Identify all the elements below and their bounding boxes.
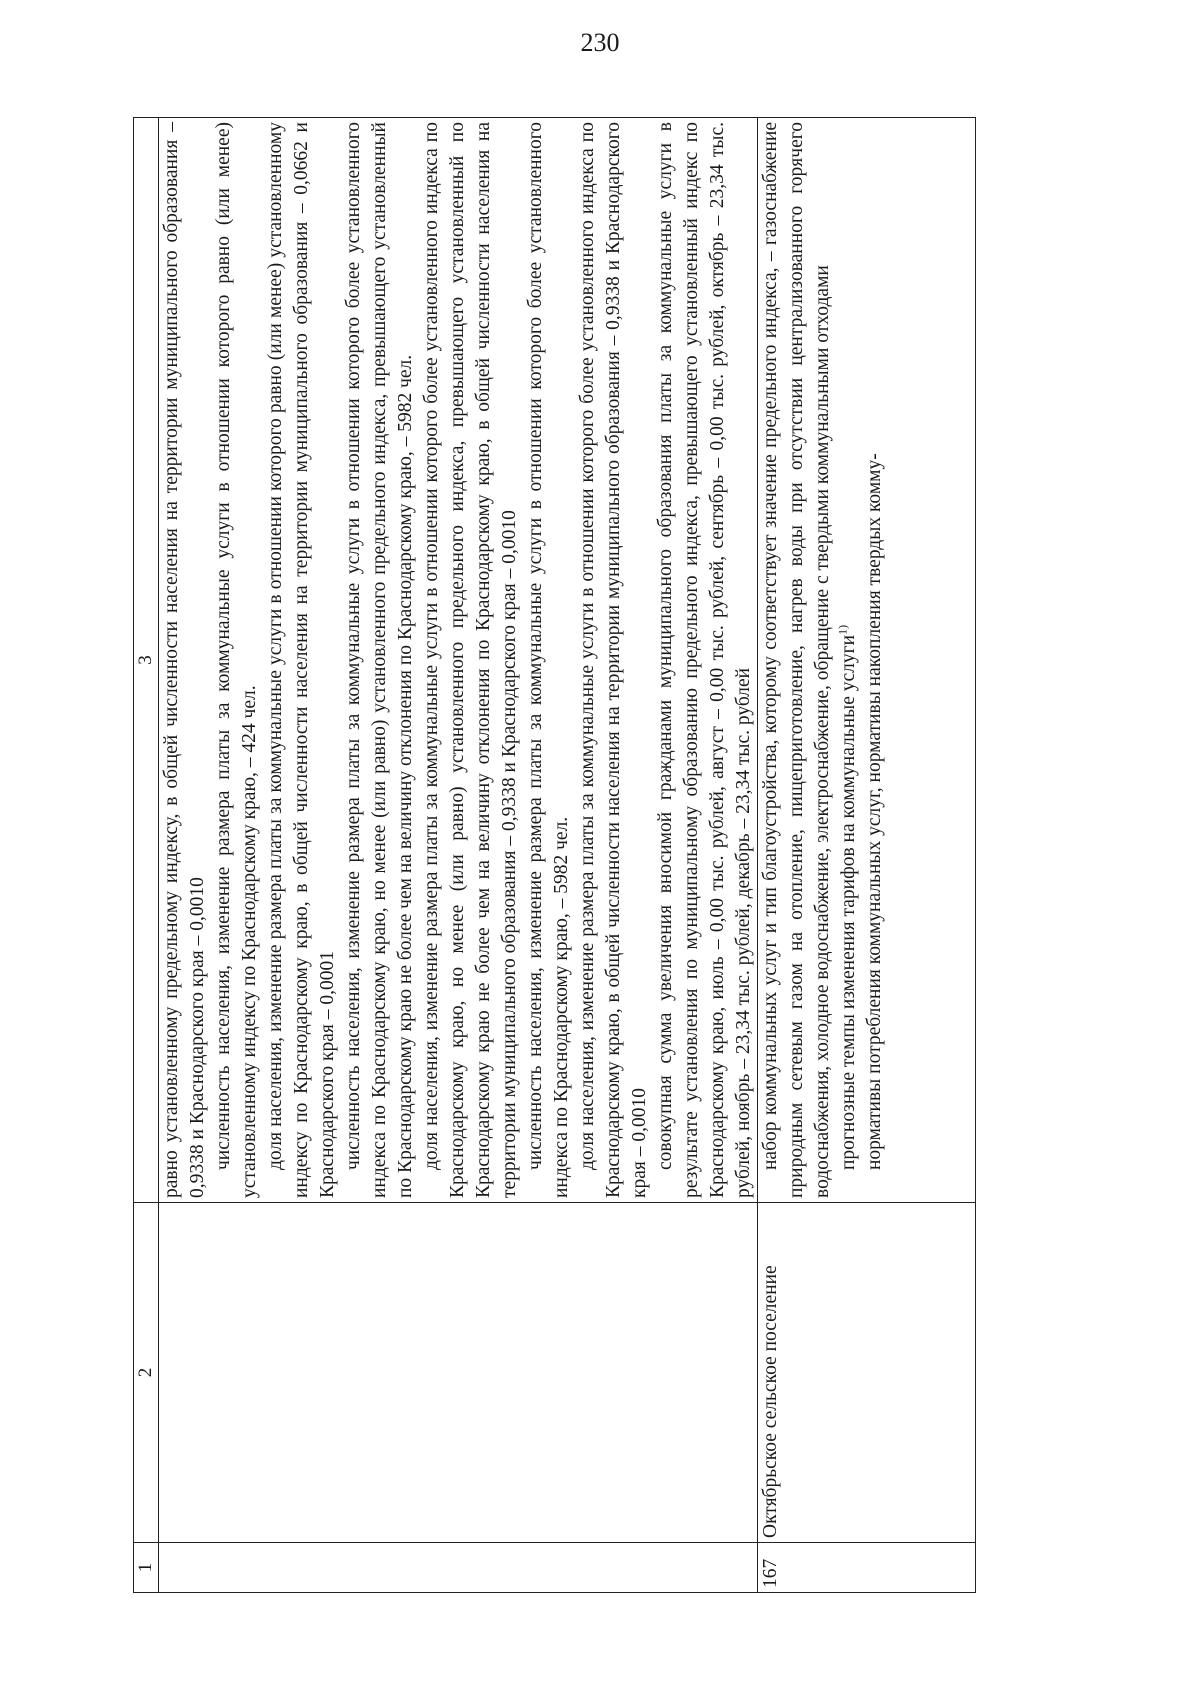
footnote-ref: 1) <box>835 624 850 635</box>
row-description <box>758 118 976 1203</box>
paragraph-text: прогнозные темпы изменения тарифов на коммунальные услуги <box>838 634 859 1170</box>
row-number: 167 <box>758 1543 976 1593</box>
table-row-167 <box>758 118 976 1593</box>
header-col-3: 3 <box>134 118 159 1203</box>
row-description <box>159 118 758 1203</box>
paragraph: численность населения, изменение размера платы за коммунальные услуги в отношении которого более установленного индекса по Краснодарскому краю, но менее (или равно) установленного предельного индекса, превышающего установленный по Краснодарскому краю не более чем на величину отклонения по Краснодарскому краю, – 5982 чел. <box>343 122 416 1198</box>
table-header-row <box>134 118 159 1593</box>
paragraph: доля населения, изменение размера платы за коммунальные услуги в отношении которого равно (или менее) установленному индексу по Краснодарскому краю, в общей численности населения на территории муниципального образования – 0,0662 и Краснодарского края – 0,0001 <box>265 122 338 1198</box>
paragraph: набор коммунальных услуг и тип благоустройства, которому соответствует значение предельного индекса, – газоснабжение природным сетевым газом на отопление, пищеприготовление, нагрев воды при отсутствии централизованного горячего водоснабжения, холодное водоснабжение, электроснабжение, обращение с твердыми коммунальными отходами <box>760 122 833 1198</box>
header-col-1: 1 <box>134 1543 159 1593</box>
paragraph: доля населения, изменение размера платы за коммунальные услуги в отношении которого более установленного индекса по Краснодарскому краю, но менее (или равно) установленного предельного индекса, превышающего установленный по Краснодарскому краю не более чем на величину отклонения по Краснодарскому краю, в общей численности населения на территории муниципального образования – 0,9338 и Краснодарского края – 0,0010 <box>421 122 520 1198</box>
table-row-continued <box>159 118 758 1593</box>
paragraph: доля населения, изменение размера платы за коммунальные услуги в отношении которого более установленного индекса по Краснодарскому краю, в общей численности населения на территории муниципального образования – 0,9338 и Краснодарского края – 0,0010 <box>577 122 650 1198</box>
rotated-table-wrapper <box>133 118 976 1593</box>
paragraph: равно установленному предельному индексу, в общей численности населения на территории муниципального образования – 0,9338 и Краснодарского края – 0,0010 <box>161 122 208 1198</box>
municipality-name: Октябрьское сельское поселение <box>758 1203 976 1543</box>
header-col-2: 2 <box>134 1203 159 1543</box>
paragraph: численность населения, изменение размера платы за коммунальные услуги в отношении которого более установленного индекса по Краснодарскому краю, – 5982 чел. <box>525 122 572 1198</box>
paragraph: нормативы потребления коммунальных услуг, нормативы накопления твердых комму- <box>864 453 885 1170</box>
paragraph <box>836 122 862 1198</box>
paragraph: совокупная сумма увеличения вносимой гражданами муниципального образования платы за коммунальные услуги в результате установления по муниципальному образованию предельного индекса, превышающего установленный индекс по Краснодарскому краю, июль – 0,00 тыс. рублей, август – 0,00 тыс. рублей, сентябрь – 0,00 тыс. рублей, октябрь – 23,34 тыс. рублей, ноябрь – 23,34 тыс. рублей, декабрь – 23,34 тыс. рублей <box>655 122 754 1198</box>
row-number <box>159 1543 758 1593</box>
municipality-name <box>159 1203 758 1543</box>
paragraph: численность населения, изменение размера платы за коммунальные услуги в отношении которого равно (или менее) установленному индексу по Краснодарскому краю, – 424 чел. <box>213 122 260 1198</box>
page-number: 230 <box>580 28 620 57</box>
data-table <box>133 117 976 1593</box>
